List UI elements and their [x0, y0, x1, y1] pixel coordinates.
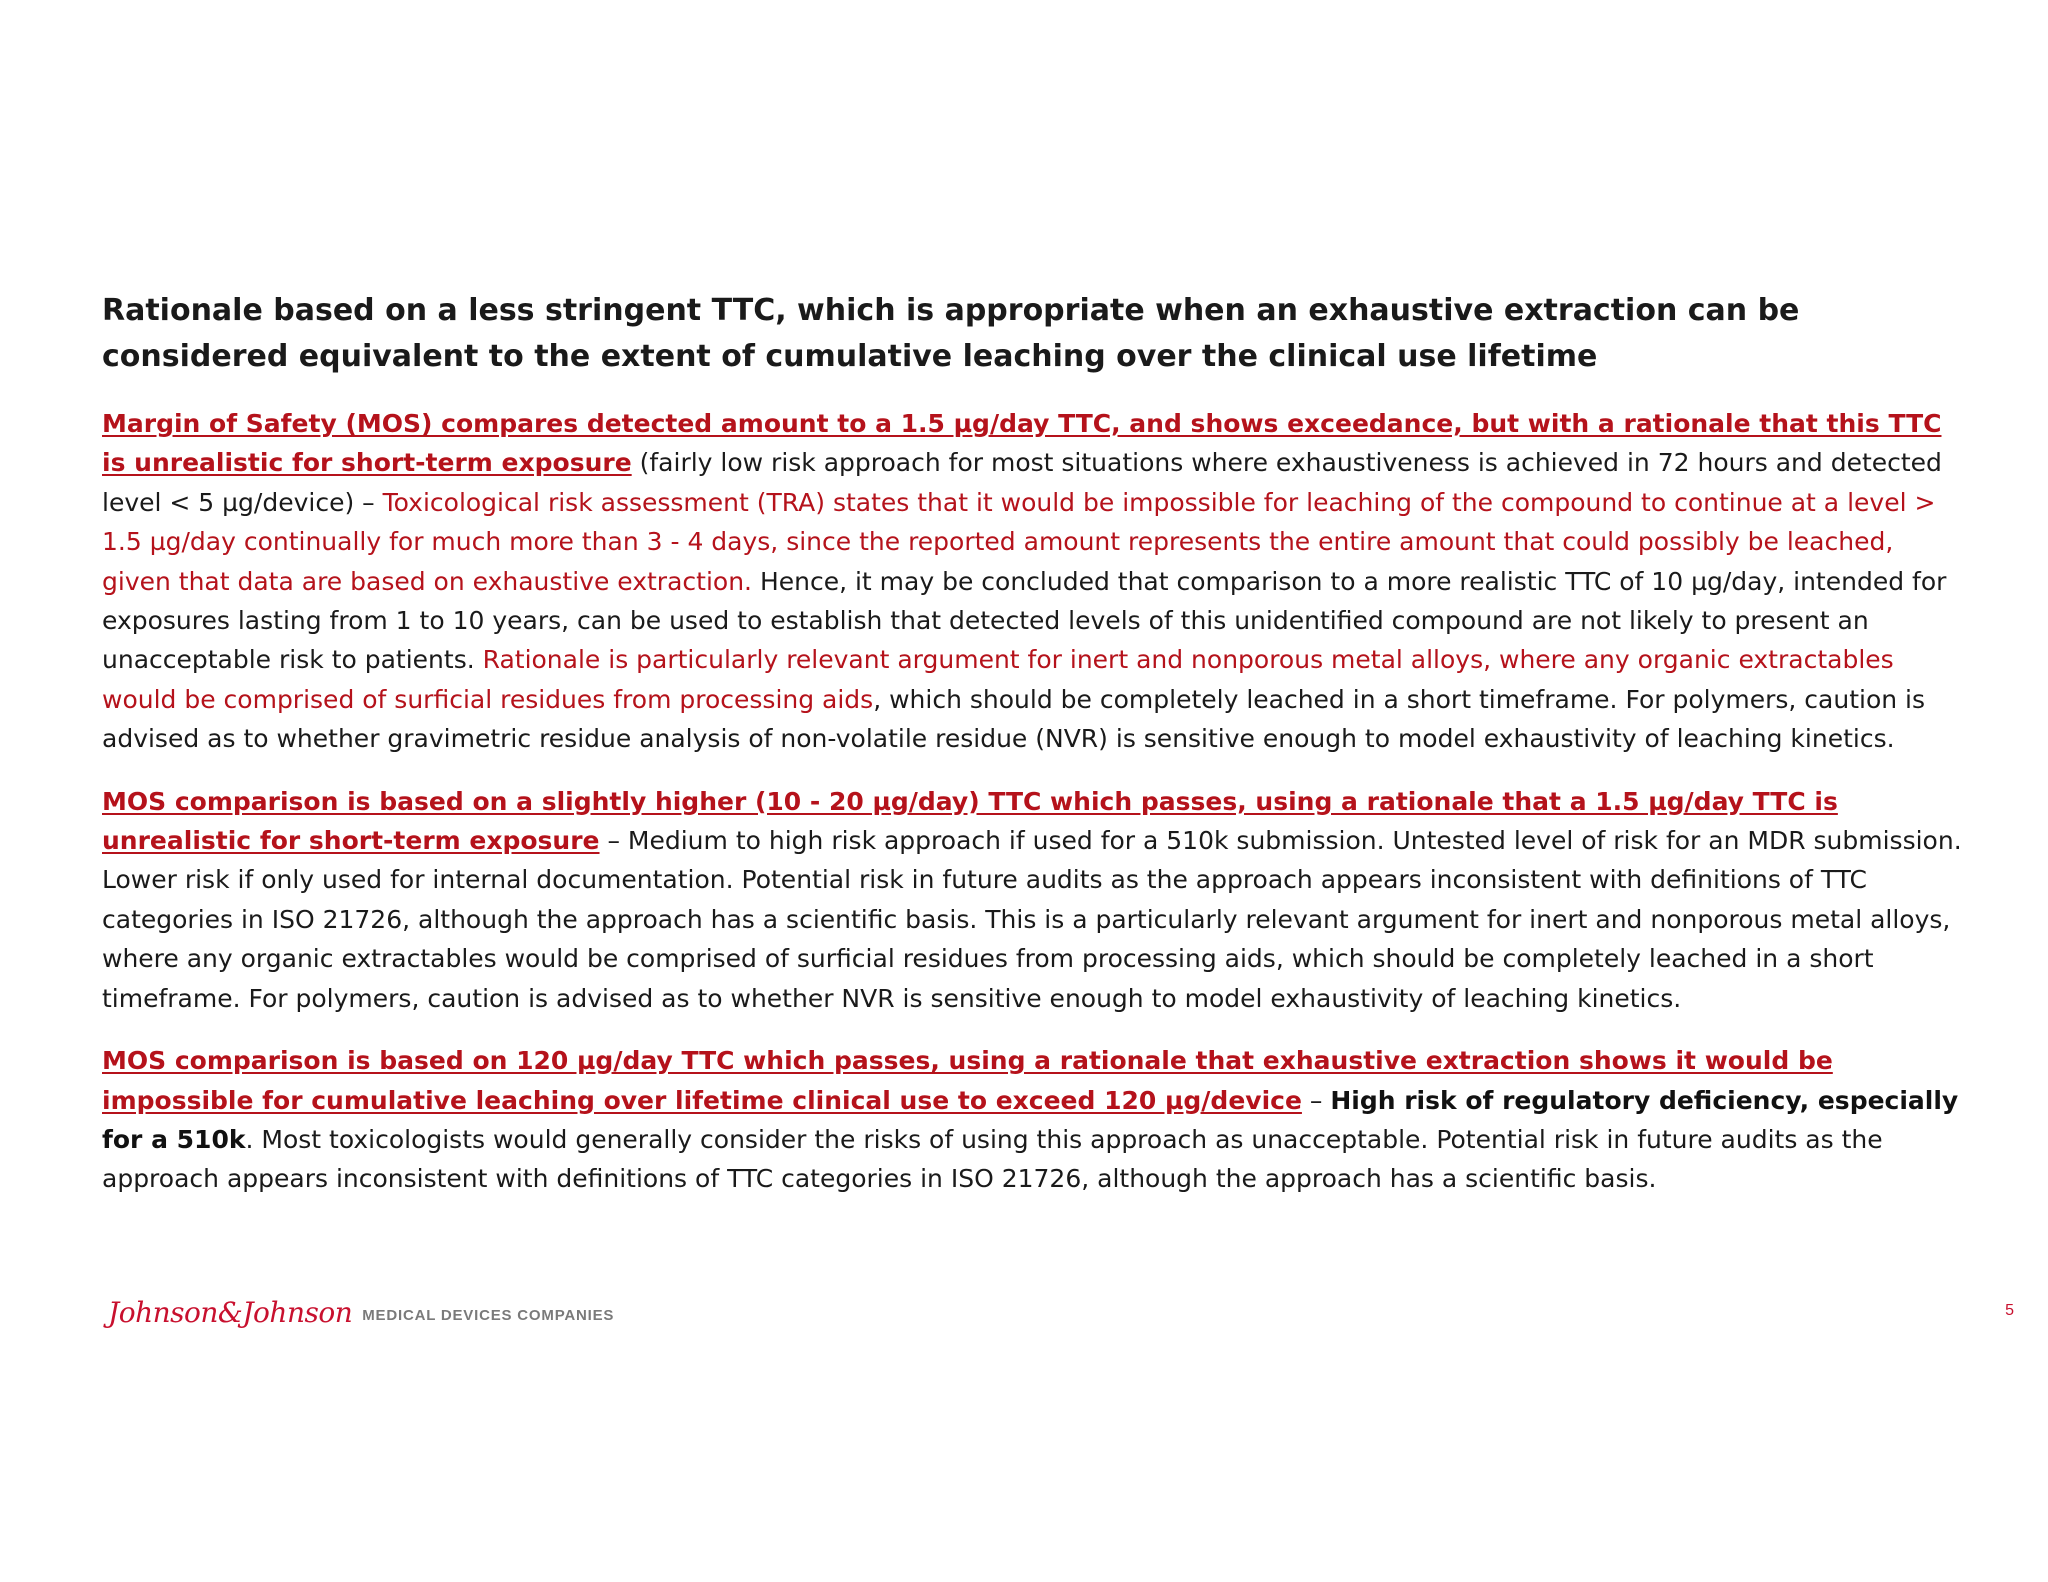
paragraph-text: – Medium to high risk approach if used for a 510k submission. Untested level of risk for an MDR submission. Lower risk if only used for internal documentation. Potential risk in future audits as the approach appears inconsistent with definitions of TTC categories in ISO 21726, although the approach has a scientific basis. This is a particularly relevant argument for inert and nonporous metal alloys, where any organic extractables would be comprised of surficial residues from processing aids, which should be completely leached in a short timeframe. For polymers, caution is advised as to whether NVR is sensitive enough to model exhaustivity of leaching kinetics. — [102, 826, 1962, 1013]
paragraph-text: – — [1301, 1085, 1331, 1115]
paragraph-lead: MOS comparison is based on 120 µg/day TTC which passes, using a rationale that exhaustive extraction shows it would be impossible for cumulative leaching over lifetime clinical use to exceed 120 µg/device — [102, 1046, 1833, 1115]
paragraph-highlight: Toxicological risk assessment (TRA) states that it would be impossible for leaching of the compound to continue at a level > 1.5 µg/day continually for much more than 3 - 4 days, since the reported amount represents the entire amount that could possibly be leached, given that data are based on exhaustive extraction. — [102, 487, 1936, 596]
paragraph-mos-10-20 — [102, 782, 1962, 1018]
logo-subtitle: MEDICAL DEVICES COMPANIES — [362, 1306, 615, 1324]
jnj-logo: Johnson&Johnson — [108, 1295, 353, 1329]
paragraph-text: . Most toxicologists would generally consider the risks of using this approach as unacceptable. Potential risk in future audits as the approach appears inconsistent with definitions of TTC categories in ISO 21726, although the approach has a scientific basis. — [102, 1124, 1883, 1194]
paragraph-mos-120 — [102, 1041, 1962, 1199]
slide-body — [102, 404, 1962, 1222]
page-number: 5 — [2005, 1302, 2014, 1319]
paragraph-text: , which should be completely leached in a short timeframe. For polymers, caution is advised as to whether gravimetric residue analysis of non-volatile residue (NVR) is sensitive enough to model exhaustivity of leaching kinetics. — [102, 684, 1926, 754]
paragraph-lead: Margin of Safety (MOS) compares detected amount to a 1.5 µg/day TTC, and shows exceedance, but with a rationale that this TTC is unrealistic for short-term exposure — [102, 409, 1942, 478]
paragraph-mos-1-5 — [102, 404, 1962, 759]
paragraph-highlight: Rationale is particularly relevant argument for inert and nonporous metal alloys, where any organic extractables would be comprised of surficial residues from processing aids — [102, 645, 1894, 714]
footer-logo — [108, 1292, 614, 1332]
paragraph-text: (fairly low risk approach for most situations where exhaustiveness is achieved in 72 hours and detected level < 5 µg/device) – — [102, 448, 1942, 517]
paragraph-text: Hence, it may be concluded that comparison to a more realistic TTC of 10 µg/day, intended for exposures lasting from 1 to 10 years, can be used to establish that detected levels of this unidentified compound are not likely to present an unacceptable risk to patients. — [102, 566, 1947, 675]
paragraph-bold: High risk of regulatory deficiency, especially for a 510k — [102, 1085, 1959, 1154]
paragraph-lead: MOS comparison is based on a slightly higher (10 - 20 µg/day) TTC which passes, using a rationale that a 1.5 µg/day TTC is unrealistic for short-term exposure — [102, 786, 1838, 856]
slide-heading: Rationale based on a less stringent TTC, which is appropriate when an exhaustive extraction can be considered equivalent to the extent of cumulative leaching over the clinical use lifetime — [102, 293, 1800, 374]
